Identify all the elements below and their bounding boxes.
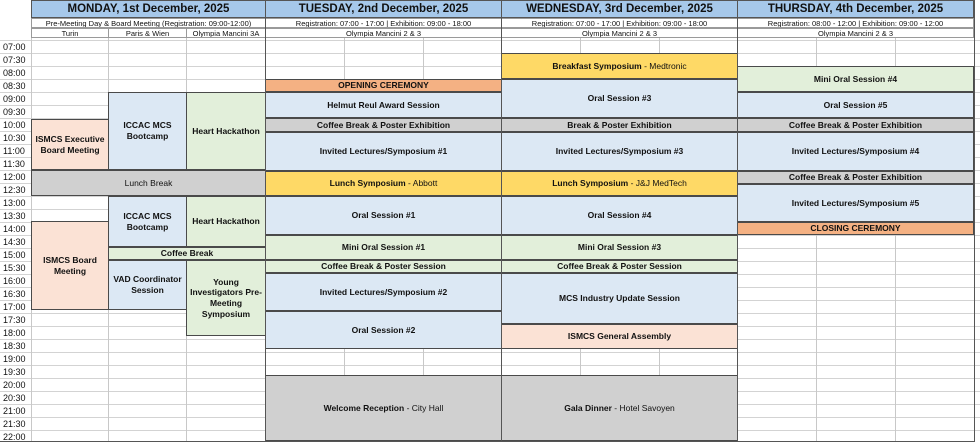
tuesday-room: Olympia Mancini 2 & 3 (265, 28, 502, 38)
event-label: Breakfast Symposium (552, 60, 642, 71)
time-label: 08:30 (3, 80, 26, 91)
day-separator (974, 0, 975, 441)
day-header-wednesday: WEDNESDAY, 3rd December, 2025 (501, 0, 738, 18)
time-label: 10:30 (3, 132, 26, 143)
event-thursday-coffee-break-1[interactable]: Coffee Break & Poster Exhibition (737, 118, 974, 132)
event-label: Gala Dinner (564, 402, 612, 413)
time-label: 20:30 (3, 392, 26, 403)
event-oral-session-5[interactable]: Oral Session #5 (737, 92, 974, 118)
event-wednesday-coffee-break[interactable]: Coffee Break & Poster Session (501, 260, 738, 273)
grid-row-line (0, 352, 980, 353)
room-turin: Turin (31, 28, 109, 38)
time-label: 18:00 (3, 327, 26, 338)
event-sponsor: - J&J MedTech (628, 178, 687, 189)
day-header-tuesday: TUESDAY, 2nd December, 2025 (265, 0, 502, 18)
event-place: - City Hall (404, 402, 444, 413)
time-label: 07:30 (3, 54, 26, 65)
time-label: 15:00 (3, 249, 26, 260)
time-label: 12:30 (3, 184, 26, 195)
time-label: 20:00 (3, 379, 26, 390)
time-label: 21:00 (3, 405, 26, 416)
event-iccac-bootcamp-1[interactable]: ICCAC MCS Bootcamp (108, 92, 187, 170)
event-label: Lunch Symposium (552, 178, 629, 189)
event-helmut-reul-award[interactable]: Helmut Reul Award Session (265, 92, 502, 118)
event-place: - Hotel Savoyen (611, 402, 675, 413)
event-tuesday-lunch-symposium[interactable] (265, 171, 502, 196)
tuesday-info: Registration: 07:00 - 17:00 | Exhibition: 09:00 - 18:00 (265, 18, 502, 28)
time-label: 08:00 (3, 67, 26, 78)
event-tuesday-coffee-break-1[interactable]: Coffee Break & Poster Exhibition (265, 118, 502, 132)
time-label: 17:30 (3, 314, 26, 325)
event-gala-dinner[interactable] (501, 375, 738, 441)
event-heart-hackathon-2[interactable]: Heart Hackathon (186, 196, 266, 247)
time-label: 13:30 (3, 210, 26, 221)
event-invited-lectures-5[interactable]: Invited Lectures/Symposium #5 (737, 184, 974, 222)
event-closing-ceremony[interactable]: CLOSING CEREMONY (737, 222, 974, 235)
time-label: 21:30 (3, 418, 26, 429)
event-label: Lunch Symposium (329, 178, 406, 189)
thursday-info: Registration: 08:00 - 12:00 | Exhibition: 09:00 - 12:00 (737, 18, 974, 28)
event-oral-session-3[interactable]: Oral Session #3 (501, 79, 738, 118)
event-mini-oral-1[interactable]: Mini Oral Session #1 (265, 235, 502, 260)
event-iccac-bootcamp-2[interactable]: ICCAC MCS Bootcamp (108, 196, 187, 247)
time-label: 18:30 (3, 340, 26, 351)
time-label: 17:00 (3, 301, 26, 312)
time-label: 19:30 (3, 366, 26, 377)
event-mcs-industry-update[interactable]: MCS Industry Update Session (501, 273, 738, 324)
wednesday-room: Olympia Mancini 2 & 3 (501, 28, 738, 38)
event-heart-hackathon-1[interactable]: Heart Hackathon (186, 92, 266, 170)
event-monday-lunch-break[interactable] (31, 170, 266, 196)
time-label: 16:30 (3, 288, 26, 299)
room-paris-wien: Paris & Wien (108, 28, 187, 38)
day-header-thursday: THURSDAY, 4th December, 2025 (737, 0, 974, 18)
event-ismcs-executive-board[interactable]: ISMCS Executive Board Meeting (31, 119, 109, 170)
monday-info: Pre-Meeting Day & Board Meeting (Registration: 09:00-12:00) (31, 18, 266, 28)
time-label: 12:00 (3, 171, 26, 182)
event-wednesday-break[interactable]: Break & Poster Exhibition (501, 118, 738, 132)
room-olympia-3a: Olympia Mancini 3A (186, 28, 266, 38)
event-welcome-reception[interactable] (265, 375, 502, 441)
grid-row-line (0, 365, 980, 366)
event-sponsor: - Abbott (405, 178, 438, 189)
time-label: 14:00 (3, 223, 26, 234)
event-thursday-coffee-break-2[interactable]: Coffee Break & Poster Exhibition (737, 171, 974, 184)
time-label: 09:30 (3, 106, 26, 117)
time-label: 10:00 (3, 119, 26, 130)
event-mini-oral-3[interactable]: Mini Oral Session #3 (501, 235, 738, 260)
event-invited-lectures-1[interactable]: Invited Lectures/Symposium #1 (265, 132, 502, 171)
event-young-investigators[interactable]: Young Investigators Pre-Meeting Symposium (186, 260, 266, 336)
event-breakfast-symposium[interactable] (501, 53, 738, 79)
wednesday-info: Registration: 07:00 - 17:00 | Exhibition: 09:00 - 18:00 (501, 18, 738, 28)
event-label: Lunch Break (124, 177, 173, 188)
day-separator (265, 0, 266, 441)
event-opening-ceremony[interactable]: OPENING CEREMONY (265, 79, 502, 92)
event-general-assembly[interactable]: ISMCS General Assembly (501, 324, 738, 349)
event-wednesday-lunch-symposium[interactable] (501, 171, 738, 196)
day-separator (501, 0, 502, 441)
time-label: 07:00 (3, 41, 26, 52)
time-label: 09:00 (3, 93, 26, 104)
day-separator (737, 0, 738, 441)
event-ismcs-board-meeting[interactable]: ISMCS Board Meeting (31, 221, 109, 310)
day-header-monday: MONDAY, 1st December, 2025 (31, 0, 266, 18)
time-label: 22:00 (3, 431, 26, 442)
event-invited-lectures-3[interactable]: Invited Lectures/Symposium #3 (501, 132, 738, 171)
time-label: 16:00 (3, 275, 26, 286)
time-label: 15:30 (3, 262, 26, 273)
sheet-bottom-border (0, 441, 975, 442)
event-invited-lectures-2[interactable]: Invited Lectures/Symposium #2 (265, 273, 502, 311)
thursday-room: Olympia Mancini 2 & 3 (737, 28, 974, 38)
grid-row-line (0, 53, 980, 54)
event-mini-oral-4[interactable]: Mini Oral Session #4 (737, 66, 974, 92)
event-sponsor: - Medtronic (641, 60, 687, 71)
event-oral-session-4[interactable]: Oral Session #4 (501, 196, 738, 235)
event-oral-session-2[interactable]: Oral Session #2 (265, 311, 502, 349)
time-label: 11:00 (3, 145, 25, 156)
time-label: 14:30 (3, 236, 26, 247)
grid-row-line (0, 40, 980, 41)
event-label: Welcome Reception (323, 402, 405, 413)
event-monday-coffee-break[interactable]: Coffee Break (108, 247, 266, 260)
time-label: 11:30 (3, 158, 25, 169)
event-vad-coordinator[interactable]: VAD Coordinator Session (108, 260, 187, 310)
time-label: 19:00 (3, 353, 26, 364)
event-invited-lectures-4[interactable]: Invited Lectures/Symposium #4 (737, 132, 974, 171)
event-tuesday-coffee-break-2[interactable]: Coffee Break & Poster Session (265, 260, 502, 273)
time-label: 13:00 (3, 197, 26, 208)
event-oral-session-1[interactable]: Oral Session #1 (265, 196, 502, 235)
